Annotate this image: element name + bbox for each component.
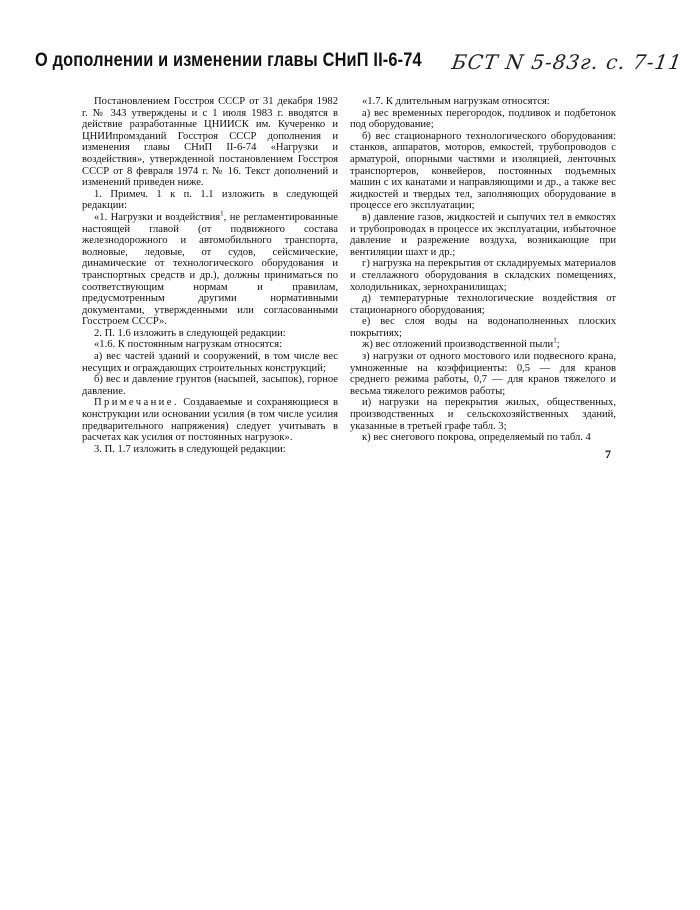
- decree-paragraph: Постановлением Госстроя СССР от 31 декабря 1982 г. № 343 утверждены и с 1 июля 1983 г. вводятся в действие разработанные ЦНИИСК им. Кучеренко и ЦНИИпромзданий Госстроя СССР дополнения и изменения главы СНиП II-6-74 «Нагрузки и воздействия», утвержденной постановлением Госстроя СССР от 8 февраля 1974 г. № 16. Текст дополнений и изменений приведен ниже.: [82, 96, 338, 189]
- note-paragraph: Примечание. Создаваемые и сохраняющиеся в конструкции или основании усилия (в том числе усилия предварительного напряжения) следует учитывать в расчетах как усилия от постоянных нагрузок».: [82, 397, 338, 444]
- list-item-d: д) температурные технологические воздействия от стационарного оборудования;: [350, 293, 616, 316]
- document-title: О дополнении и изменении главы СНиП II-6-74: [35, 50, 422, 71]
- list-item-a: а) вес временных перегородок, подливок и подбетонок под оборудование;: [350, 107, 616, 131]
- list-item-a: а) вес частей зданий и сооружений, в том числе вес несущих и ограждающих строительных конструкций;: [82, 351, 338, 374]
- note-label: Примечание.: [94, 397, 179, 409]
- loads-paragraph: «1. Нагрузки и воздействия$^1$, не регламентированные настоящей главой (от подвижного состава железнодорожного и автомобильного транспорта, волновые, ледовые, от судов, сейсмические, динамические от технологического оборудования и транспортных средств и др.), должны приниматься по соответствующим нормам и правилам, предусмотренным другими нормативными документами, утвержденными или согласованными Госстроем СССР».: [82, 209, 338, 328]
- footnote-marker: 1: [553, 336, 557, 345]
- list-item-b: б) вес и давление грунтов (насыпей, засыпок), горное давление.: [82, 374, 338, 397]
- list-item-k: к) вес снегового покрова, определяемый по табл. 4: [362, 432, 591, 444]
- footnote-marker: 1: [220, 209, 224, 218]
- handwritten-reference-note: БСТ N 5-83г. с. 7-11: [450, 50, 684, 74]
- list-item-z: з) нагрузки от одного мостового или подвесного крана, умноженные на коэффициенты: 0,5 — для кранов среднего режима работы, 0,7 — для кранов тяжелого и весьма тяжелого режимов работы;: [350, 351, 616, 397]
- list-item-b: б) вес стационарного технологического оборудования: станков, аппаратов, моторов, емкостей, трубопроводов с арматурой, опорными частями и изоляцией, ленточных транспортеров, конвейеров, постоянных подъемных машин с их канатами и направляющими и др., а также вес жидкостей и твердых тел, заполняющих оборудование в процессе его эксплуатации;: [350, 130, 616, 212]
- permanent-loads-heading: «1.6. К постоянным нагрузкам относятся:: [94, 339, 283, 351]
- long-term-loads-heading: «1.7. К длительным нагрузкам относятся:: [362, 96, 550, 107]
- list-item-i: и) нагрузки на перекрытия жилых, общественных, производственных и сельскохозяйственных зданий, указанные в третьей графе табл. 3;: [350, 397, 616, 432]
- list-item-g: г) нагрузка на перекрытия от складируемых материалов и стеллажного оборудования в складских помещениях, холодильниках, зернохранилищах;: [350, 258, 616, 293]
- item-1-heading: 1. Примеч. 1 к п. 1.1 изложить в следующей редакции:: [82, 188, 338, 212]
- list-item-zh: ж) вес отложений производственной пыли$^1$;: [362, 336, 560, 351]
- page-number: 7: [605, 447, 611, 461]
- left-text-column: [82, 96, 338, 455]
- right-text-column: [350, 96, 616, 444]
- item-3-heading: 3. П. 1.7 изложить в следующей редакции:: [94, 443, 286, 455]
- item-2-heading: 2. П. 1.6 изложить в следующей редакции:: [94, 327, 286, 339]
- list-item-v: в) давление газов, жидкостей и сыпучих тел в емкостях и трубопроводах в процессе их эксплуатации, избыточное давление и разрежение воздуха, возникающие при вентиляции шахт и др.;: [350, 211, 616, 258]
- list-item-e: е) вес слоя воды на водонаполненных плоских покрытиях;: [350, 316, 616, 339]
